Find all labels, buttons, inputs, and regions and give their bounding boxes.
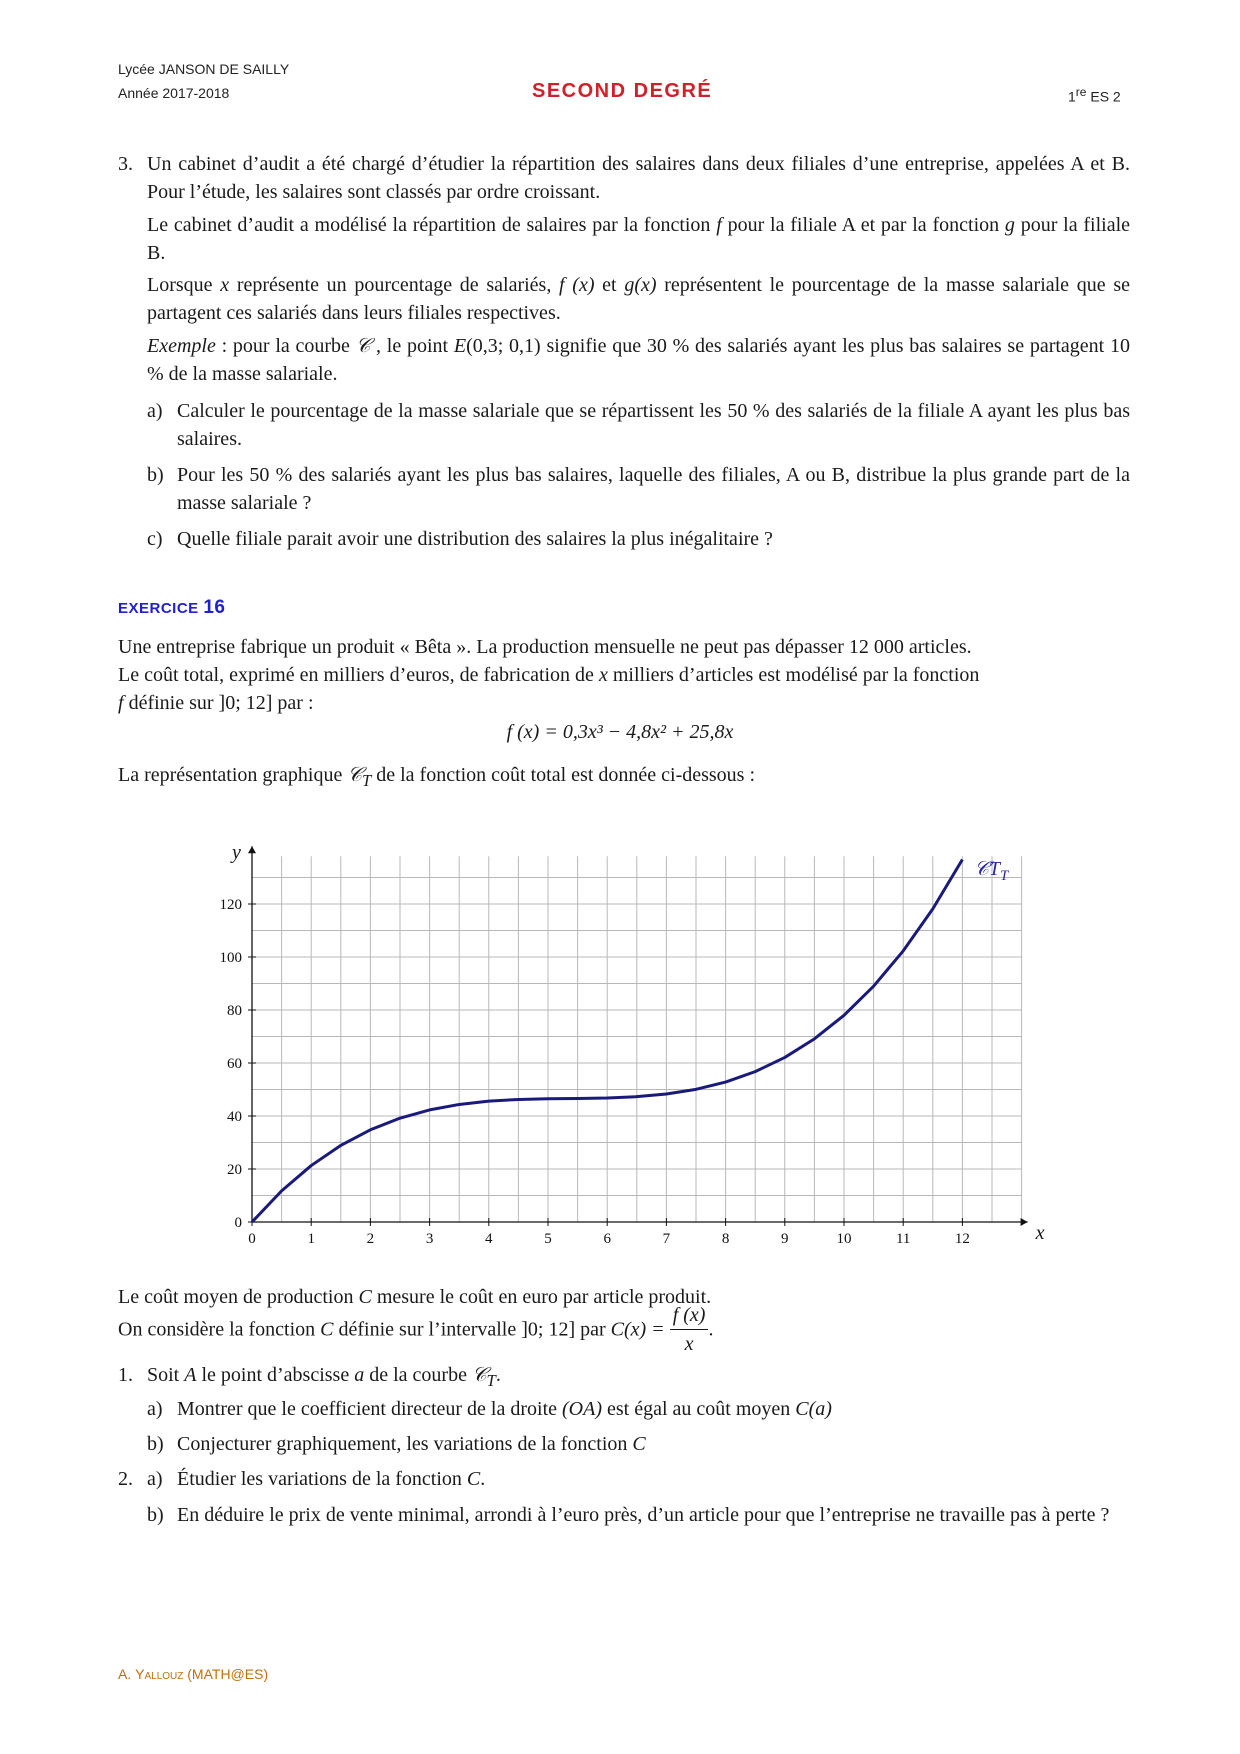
q3-paragraph-2 <box>147 211 1130 267</box>
y-tick-label: 40 <box>227 1109 242 1125</box>
text: mesure le coût en euro par article produit. <box>371 1286 712 1308</box>
var-g: g <box>1004 214 1015 236</box>
page-title: SECOND DEGRÉ <box>532 80 713 102</box>
text: La représentation graphique <box>118 764 348 786</box>
q2a-text <box>177 1465 485 1493</box>
expr-Ca: C(a) <box>795 1398 832 1420</box>
q1b-label: b) <box>147 1433 164 1455</box>
text: Étudier les variations de la fonction <box>177 1468 467 1490</box>
q3a-text: Calculer le pourcentage de la masse salariale que se répartissent les 50 % des salariés de la filiale A ayant les plus bas salaires. <box>177 400 1130 450</box>
curve-label-subscript: T <box>999 867 1009 884</box>
text: définie sur ]0; 12] par : <box>123 692 314 714</box>
expr-gx: g(x) <box>624 274 657 296</box>
cost-chart <box>200 795 1045 1255</box>
q1a-label: a) <box>147 1398 163 1420</box>
point-coords: (0,3; 0,1) <box>466 335 541 357</box>
exercise-title <box>118 597 226 619</box>
q3-number: 3. <box>118 153 133 175</box>
text: de la courbe <box>364 1364 472 1386</box>
q3-paragraph-3 <box>147 271 1130 327</box>
text: représentent le pourcentage de la masse salariale que se partagent ces salariés dans leurs filiales respectives. <box>147 274 1130 324</box>
chart-grid <box>252 856 1022 1222</box>
x-tick-label: 1 <box>307 1231 315 1247</box>
y-axis-arrow-icon <box>248 846 256 853</box>
y-tick-label: 60 <box>227 1056 242 1072</box>
fraction-numerator: f (x) <box>670 1301 709 1330</box>
text: . <box>495 1364 501 1386</box>
average-cost-definition: On considère la fonction C définie sur l’intervalle ]0; 12] par C(x) = $\frac{f (x)}{x}$ . <box>118 1301 713 1358</box>
text: pour la filiale B. <box>147 214 1131 264</box>
ex16-intro-2 <box>118 661 1130 689</box>
class-superscript: re <box>1075 85 1087 99</box>
point-E: E <box>453 335 467 357</box>
x-axis-arrow-icon <box>1021 1218 1028 1226</box>
author-initial: A. <box>118 1666 136 1682</box>
y-axis-label: y <box>232 841 241 864</box>
text: , le point <box>370 335 454 357</box>
x-tick-label: 5 <box>544 1231 552 1247</box>
q3c-text: Quelle filiale parait avoir une distribution des salaires la plus inégalitaire ? <box>177 528 773 550</box>
curve-subscript: T <box>361 771 372 790</box>
text: Montrer que le coefficient directeur de la droite <box>177 1398 563 1420</box>
var-a: a <box>354 1364 365 1386</box>
class-label <box>1068 85 1121 105</box>
var-C: C <box>358 1286 372 1308</box>
school-name: Lycée JANSON DE SAILLY <box>118 61 290 77</box>
q3b-label: b) <box>147 464 164 486</box>
q3-paragraph-4 <box>147 332 1130 388</box>
q1-number: 1. <box>118 1364 133 1386</box>
q1-text <box>147 1361 501 1395</box>
y-tick-label: 20 <box>227 1162 242 1178</box>
curve-subscript: T <box>486 1371 496 1390</box>
x-tick-label: 3 <box>425 1231 434 1247</box>
curve-symbol: 𝒞 <box>347 764 362 786</box>
q2a-label: a) <box>147 1468 163 1490</box>
var-x: x <box>598 664 608 686</box>
fraction <box>670 1301 709 1358</box>
text: et <box>594 274 625 296</box>
text: Soit <box>147 1364 185 1386</box>
x-tick-label: 8 <box>721 1231 730 1247</box>
x-axis-label: x <box>1035 1222 1045 1244</box>
q1a-text <box>177 1395 832 1423</box>
text: est égal au coût moyen <box>602 1398 796 1420</box>
cost-formula: f (x) = 0,3x³ − 4,8x² + 25,8x <box>506 721 734 743</box>
q3c-label: c) <box>147 528 163 550</box>
text: Lorsque <box>147 274 221 296</box>
y-tick-label: 100 <box>219 950 242 966</box>
curve-symbol: 𝒞 <box>355 335 371 357</box>
var-C: C <box>320 1318 334 1341</box>
footer-author <box>118 1666 268 1682</box>
curve-symbol: 𝒞 <box>471 1364 487 1386</box>
x-tick-label: 2 <box>366 1231 375 1247</box>
var-C: C <box>632 1433 646 1455</box>
q3-paragraph-1: Un cabinet d’audit a été chargé d’étudier la répartition des salaires dans deux filiales d’une entreprise, appelées A et B. Pour l’étude, les salaires sont classés par ordre croissant. <box>147 153 1130 203</box>
var-C: C <box>466 1468 481 1490</box>
x-tick-label: 0 <box>248 1231 256 1247</box>
text: de la fonction coût total est donnée ci-dessous : <box>371 764 756 786</box>
x-tick-label: 12 <box>954 1231 970 1247</box>
x-tick-label: 7 <box>662 1231 671 1247</box>
q2-number: 2. <box>118 1468 133 1490</box>
var-f: f <box>118 692 124 714</box>
text: représente un pourcentage de salariés, <box>229 274 560 296</box>
text: Conjecturer graphiquement, les variations de la fonction <box>177 1433 633 1455</box>
ex16-intro-3 <box>118 689 314 717</box>
q3b-text: Pour les 50 % des salariés ayant les plus bas salaires, laquelle des filiales, A ou B, distribue la plus grande part de la masse salariale ? <box>177 464 1130 514</box>
text: signifie que 30 % des salariés ayant les plus bas salaires se partagent 10 % de la masse salariale. <box>147 335 1130 385</box>
class-number: 1 <box>1068 88 1076 105</box>
x-tick-label: 9 <box>781 1231 789 1247</box>
x-tick-label: 10 <box>836 1231 852 1247</box>
x-tick-label: 11 <box>895 1231 911 1247</box>
text: : pour la courbe <box>215 335 356 357</box>
text: Le coût moyen de production <box>118 1286 359 1308</box>
x-tick-label: 4 <box>485 1231 493 1247</box>
exercise-word: EXERCICE <box>118 600 199 617</box>
school-year: Année 2017-2018 <box>118 85 230 101</box>
text: Le cabinet d’audit a modélisé la répartition de salaires par la fonction <box>147 214 717 236</box>
text: définie sur l’intervalle ]0; 12] par <box>333 1318 611 1341</box>
ex16-intro-1: Une entreprise fabrique un produit « Bêta ». La production mensuelle ne peut pas dépasser 12 000 articles. <box>118 636 972 658</box>
text: le point d’abscisse <box>196 1364 355 1386</box>
text: On considère la fonction <box>118 1318 321 1341</box>
q3a-label: a) <box>147 400 163 422</box>
text: milliers d’articles est modélisé par la fonction <box>607 664 980 686</box>
ex16-graph-intro <box>118 761 755 795</box>
author-name: Yallouz <box>135 1666 184 1682</box>
curve-label-main: 𝒞T <box>974 857 1000 880</box>
expr-fx: f (x) <box>559 274 595 296</box>
var-x: x <box>220 274 230 296</box>
text: Le coût total, exprimé en milliers d’euros, de fabrication de <box>118 664 599 686</box>
y-tick-label: 120 <box>219 897 242 913</box>
q1b-text <box>177 1430 646 1458</box>
expr-OA: (OA) <box>562 1398 602 1420</box>
chart-ticks <box>220 897 970 1247</box>
text: pour la filiale A et par la fonction <box>721 214 1005 236</box>
exercise-number: 16 <box>203 597 226 618</box>
q2b-label: b) <box>147 1504 164 1526</box>
var-A: A <box>184 1364 197 1386</box>
text: . <box>480 1468 486 1490</box>
author-site: (MATH@ES) <box>183 1666 269 1682</box>
class-rest: ES 2 <box>1090 88 1121 105</box>
y-tick-label: 80 <box>227 1003 242 1019</box>
x-tick-label: 6 <box>603 1231 611 1247</box>
expr-Cx: C(x) = <box>610 1318 665 1341</box>
example-label: Exemple <box>147 335 216 357</box>
fraction-denominator: x <box>684 1333 694 1355</box>
var-f: f <box>716 214 722 236</box>
y-tick-label: 0 <box>234 1215 242 1231</box>
q2b-text: En déduire le prix de vente minimal, arrondi à l’euro près, d’un article pour que l’entreprise ne travaille pas à perte ? <box>177 1504 1110 1526</box>
